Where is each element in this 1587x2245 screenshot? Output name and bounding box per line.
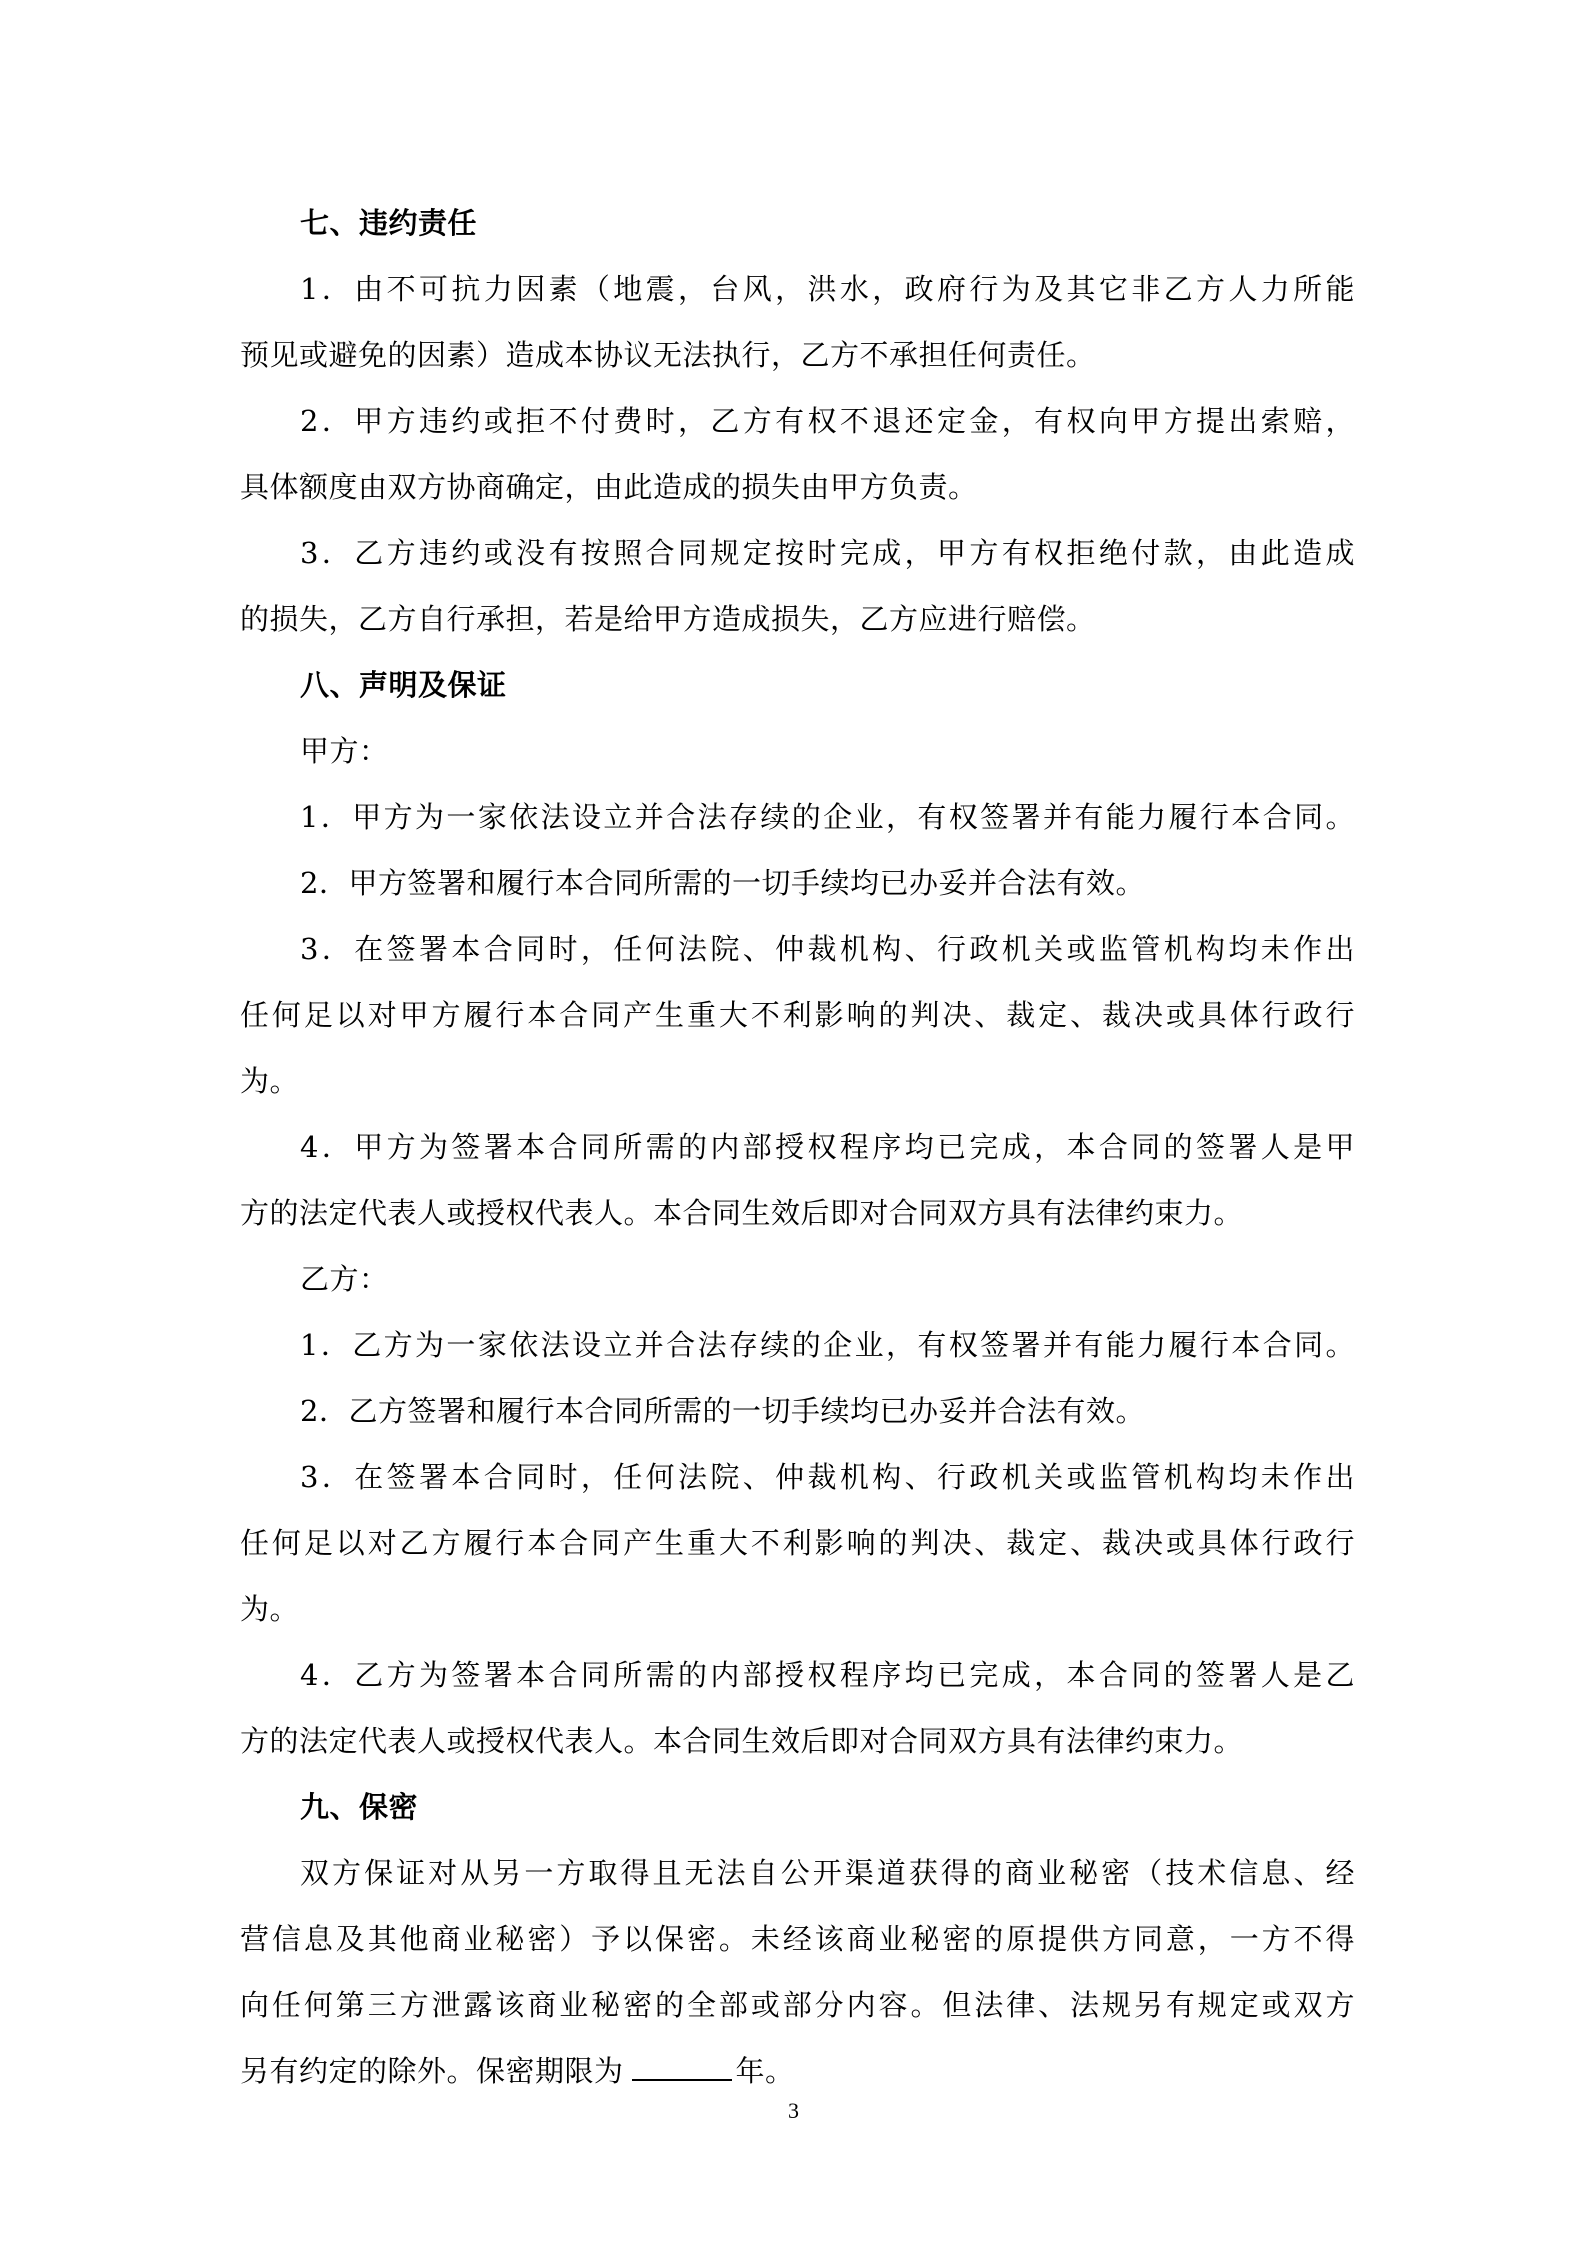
- paragraph-line: 3．在签署本合同时，任何法院、仲裁机构、行政机关或监管机构均未作出: [300, 932, 1355, 966]
- paragraph-line: 营信息及其他商业秘密）予以保密。未经该商业秘密的原提供方同意，一方不得: [240, 1922, 1355, 1956]
- paragraph-line: 1．由不可抗力因素（地震，台风，洪水，政府行为及其它非乙方人力所能: [300, 272, 1355, 306]
- paragraph-line: 4．乙方为签署本合同所需的内部授权程序均已完成，本合同的签署人是乙: [300, 1658, 1355, 1692]
- paragraph-line: 的损失，乙方自行承担，若是给甲方造成损失，乙方应进行赔偿。: [240, 602, 1096, 636]
- section-heading-declarations: 八、声明及保证: [300, 668, 507, 702]
- document-body: [240, 190, 1355, 2104]
- section-heading-breach: 七、违约责任: [300, 206, 478, 240]
- paragraph-line: 向任何第三方泄露该商业秘密的全部或部分内容。但法律、法规另有规定或双方: [240, 1988, 1355, 2022]
- paragraph-line: 1．乙方为一家依法设立并合法存续的企业，有权签署并有能力履行本合同。: [300, 1328, 1355, 1362]
- paragraph-line: 3．在签署本合同时，任何法院、仲裁机构、行政机关或监管机构均未作出: [300, 1460, 1355, 1494]
- paragraph-line: 4．甲方为签署本合同所需的内部授权程序均已完成，本合同的签署人是甲: [300, 1130, 1355, 1164]
- paragraph-line: 1．甲方为一家依法设立并合法存续的企业，有权签署并有能力履行本合同。: [300, 800, 1355, 834]
- section-heading-confidentiality: 九、保密: [300, 1790, 419, 1824]
- paragraph-line-with-blank: [240, 2038, 1355, 2104]
- paragraph-line: 任何足以对甲方履行本合同产生重大不利影响的判决、裁定、裁决或具体行政行: [240, 998, 1355, 1032]
- paragraph-line: 2．甲方违约或拒不付费时，乙方有权不退还定金，有权向甲方提出索赔，: [300, 404, 1355, 438]
- paragraph-line: 2．甲方签署和履行本合同所需的一切手续均已办妥并合法有效。: [300, 866, 1145, 900]
- confidentiality-years-blank: [632, 2055, 732, 2081]
- paragraph-line: 为。: [240, 1592, 300, 1626]
- confidentiality-term-prefix: 另有约定的除外。保密期限为: [240, 2054, 624, 2088]
- paragraph-line: 3．乙方违约或没有按照合同规定按时完成，甲方有权拒绝付款，由此造成: [300, 536, 1355, 570]
- paragraph-line: 方的法定代表人或授权代表人。本合同生效后即对合同双方具有法律约束力。: [240, 1724, 1244, 1758]
- paragraph-line: 为。: [240, 1064, 300, 1098]
- paragraph-line: 双方保证对从另一方取得且无法自公开渠道获得的商业秘密（技术信息、经: [300, 1856, 1355, 1890]
- paragraph-line: 2．乙方签署和履行本合同所需的一切手续均已办妥并合法有效。: [300, 1394, 1145, 1428]
- confidentiality-term-suffix: 年。: [735, 2054, 795, 2088]
- party-b-label: 乙方：: [300, 1262, 389, 1296]
- page-number: 3: [788, 2098, 799, 2123]
- paragraph-line: 具体额度由双方协商确定，由此造成的损失由甲方负责。: [240, 470, 978, 504]
- party-a-label: 甲方：: [300, 734, 389, 768]
- paragraph-line: 方的法定代表人或授权代表人。本合同生效后即对合同双方具有法律约束力。: [240, 1196, 1244, 1230]
- paragraph-line: 任何足以对乙方履行本合同产生重大不利影响的判决、裁定、裁决或具体行政行: [240, 1526, 1355, 1560]
- paragraph-line: 预见或避免的因素）造成本协议无法执行，乙方不承担任何责任。: [240, 338, 1096, 372]
